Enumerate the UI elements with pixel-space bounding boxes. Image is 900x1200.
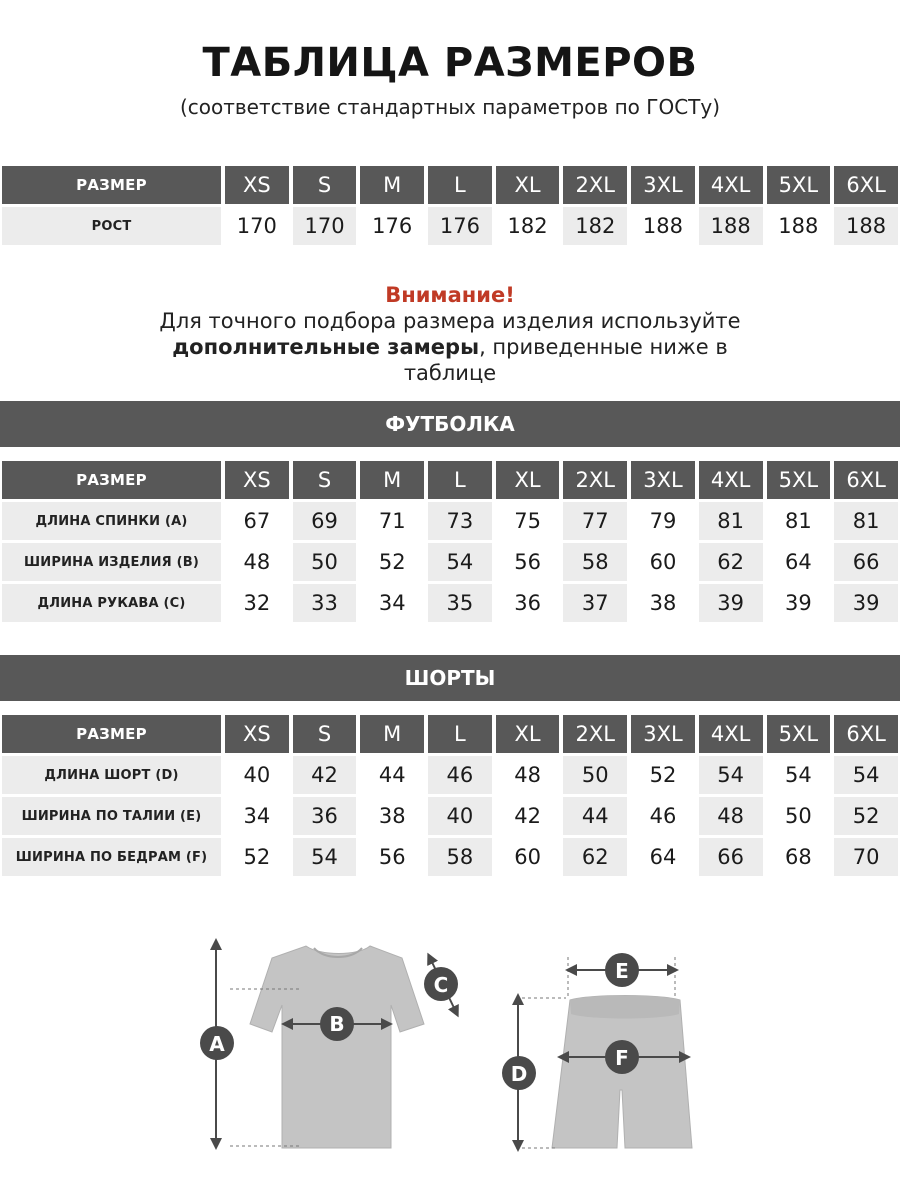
table-cell: 188 [699,207,763,245]
table-cell: 50 [293,543,357,581]
size-header-cell: 2XL [563,715,627,753]
size-header-cell: S [293,715,357,753]
table-cell: 42 [514,804,541,828]
table-cell: 44 [563,797,627,835]
measurement-diagram [0,920,900,1200]
tshirt-section-title: ФУТБОЛКА [0,401,900,447]
table-cell: 35 [428,584,492,622]
table-cell: 64 [784,550,812,574]
notice-line-2-rest: , приведенные ниже в [479,335,728,359]
table-cell: 60 [514,845,541,869]
table-row [2,756,898,794]
size-header-cell: M [360,461,424,499]
table-cell: 176 [428,207,492,245]
table-cell: 44 [378,763,406,787]
svg-text:C: C [433,973,449,997]
size-header-cell: 2XL [563,166,627,204]
notice-bold: дополнительные замеры [172,335,480,359]
table-cell: 58 [563,543,627,581]
table-cell: 66 [699,838,763,876]
table-cell: 37 [563,584,627,622]
table-cell: 81 [699,502,763,540]
table-cell: 71 [378,509,406,533]
table-cell: 46 [649,804,677,828]
size-header-label: РАЗМЕР [2,461,221,499]
table-row [2,207,898,245]
size-header-cell: S [293,166,357,204]
table-cell: 69 [293,502,357,540]
size-header-cell: XL [496,166,560,204]
marker-f [605,1040,639,1074]
size-header-cell: S [293,461,357,499]
size-header-cell: XL [496,715,560,753]
size-header-cell: 5XL [767,461,831,499]
table-cell: 67 [243,509,271,533]
table-cell: 64 [649,845,677,869]
size-header-row [2,166,898,204]
table-cell: 50 [784,804,812,828]
notice-warning: Внимание! [385,283,515,307]
table-cell: 38 [378,804,406,828]
size-header-cell: 5XL [767,166,831,204]
row-label: ШИРИНА ПО БЕДРАМ (F) [2,838,221,876]
svg-text:B: B [329,1012,345,1036]
marker-a [200,1026,234,1060]
table-cell: 42 [293,756,357,794]
table-cell: 39 [784,591,812,615]
notice [0,282,900,386]
table-cell: 46 [428,756,492,794]
table-cell: 38 [649,591,677,615]
size-header-cell: 4XL [699,461,763,499]
table-cell: 77 [563,502,627,540]
size-header-cell: XS [225,461,289,499]
table-cell: 52 [378,550,406,574]
table-cell: 81 [834,502,898,540]
table-cell: 170 [236,214,277,238]
svg-text:E: E [615,959,629,983]
table-cell: 170 [293,207,357,245]
row-label: ШИРИНА ИЗДЕЛИЯ (B) [2,543,221,581]
size-header-cell: XS [225,715,289,753]
size-header-label: РАЗМЕР [2,166,221,204]
size-header-label: РАЗМЕР [2,715,221,753]
tshirt-illustration [250,946,424,1148]
table-row [2,543,898,581]
table-cell: 66 [834,543,898,581]
size-header-row [2,461,898,499]
marker-d [502,1056,536,1090]
table-cell: 79 [649,509,677,533]
notice-line-3: таблице [403,361,497,385]
table-cell: 73 [428,502,492,540]
shorts-section-title: ШОРТЫ [0,655,900,701]
row-label: ДЛИНА ШОРТ (D) [2,756,221,794]
page-title: ТАБЛИЦА РАЗМЕРОВ [202,40,698,86]
notice-line-1: Для точного подбора размера изделия используйте [159,309,741,333]
table-cell: 54 [784,763,812,787]
table-row [2,838,898,876]
table-cell: 62 [563,838,627,876]
svg-text:F: F [615,1046,629,1070]
table-cell: 54 [699,756,763,794]
size-header-cell: 4XL [699,166,763,204]
size-header-cell: 3XL [631,166,695,204]
row-label: ШИРИНА ПО ТАЛИИ (E) [2,797,221,835]
table-cell: 70 [834,838,898,876]
table-cell: 75 [514,509,541,533]
table-cell: 81 [784,509,812,533]
table-cell: 54 [293,838,357,876]
table-cell: 52 [243,845,271,869]
table-row [2,502,898,540]
table-cell: 36 [293,797,357,835]
table-cell: 34 [378,591,406,615]
svg-text:A: A [209,1032,225,1056]
size-header-cell: L [428,715,492,753]
table-cell: 60 [649,550,677,574]
table-row [2,584,898,622]
svg-text:D: D [510,1062,528,1086]
size-header-row [2,715,898,753]
table-cell: 182 [563,207,627,245]
table-cell: 48 [699,797,763,835]
table-cell: 52 [834,797,898,835]
shorts-table [0,712,900,879]
table-cell: 56 [514,550,541,574]
marker-c [424,967,458,1001]
table-cell: 188 [834,207,898,245]
table-cell: 50 [563,756,627,794]
size-header-cell: 5XL [767,715,831,753]
table-cell: 188 [642,214,684,238]
size-header-cell: M [360,166,424,204]
table-cell: 40 [243,763,271,787]
table-cell: 188 [778,214,819,238]
notice-line-2 [0,334,900,360]
table-cell: 54 [428,543,492,581]
table-cell: 56 [378,845,406,869]
size-header-cell: 6XL [834,715,898,753]
table-cell: 39 [699,584,763,622]
table-cell: 39 [834,584,898,622]
page-subtitle: (соответствие стандартных параметров по ГОСТу) [179,95,721,119]
size-header-cell: 3XL [631,715,695,753]
size-header-cell: L [428,166,492,204]
row-label: ДЛИНА СПИНКИ (A) [2,502,221,540]
size-header-cell: 6XL [834,461,898,499]
table-cell: 68 [784,845,812,869]
size-header-cell: M [360,715,424,753]
table-cell: 54 [834,756,898,794]
table-row [2,797,898,835]
table-cell: 48 [243,550,271,574]
table-cell: 36 [514,591,541,615]
row-label: ДЛИНА РУКАВА (C) [2,584,221,622]
table-cell: 32 [243,591,271,615]
row-label: РОСТ [2,207,221,245]
table-cell: 182 [507,214,548,238]
marker-e [605,953,639,987]
size-header-cell: XS [225,166,289,204]
size-header-cell: 4XL [699,715,763,753]
size-header-cell: L [428,461,492,499]
size-header-cell: 2XL [563,461,627,499]
table-cell: 176 [372,214,413,238]
size-header-cell: 3XL [631,461,695,499]
height-table [0,163,900,248]
size-header-cell: XL [496,461,560,499]
table-cell: 48 [514,763,541,787]
table-cell: 33 [293,584,357,622]
table-cell: 40 [428,797,492,835]
table-cell: 58 [428,838,492,876]
table-cell: 52 [649,763,677,787]
size-header-cell: 6XL [834,166,898,204]
table-cell: 62 [699,543,763,581]
table-cell: 34 [243,804,271,828]
marker-b [320,1007,354,1041]
tshirt-table [0,458,900,625]
